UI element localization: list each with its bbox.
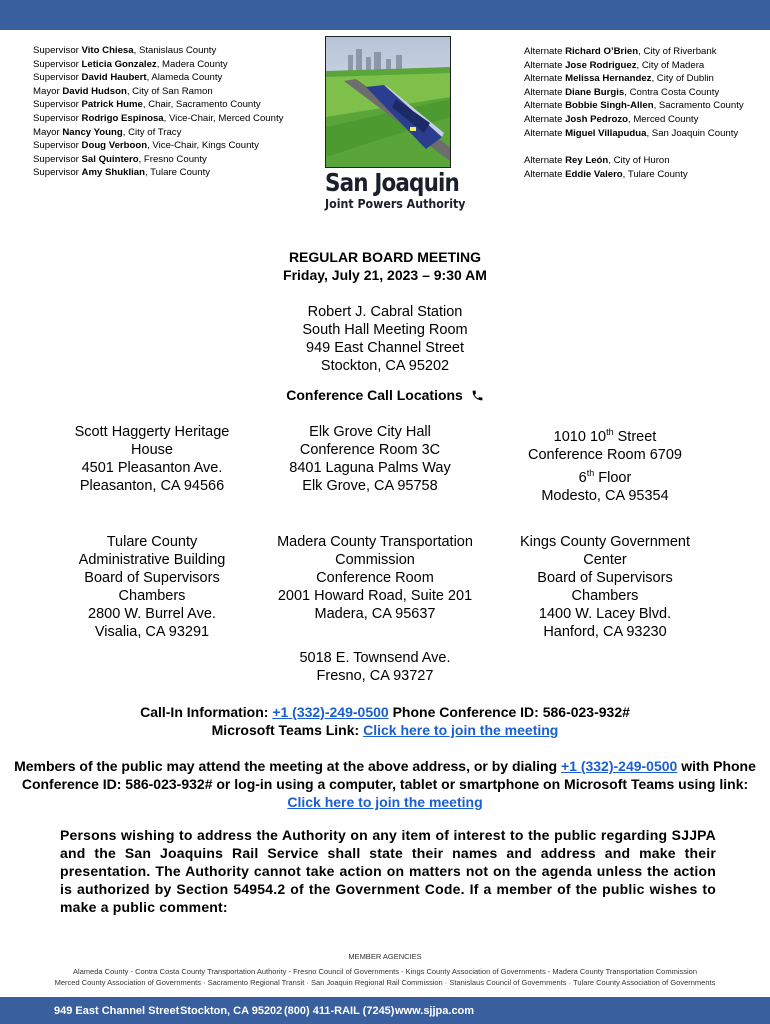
member-title: Mayor bbox=[33, 126, 60, 138]
member-name: Nancy Young bbox=[62, 126, 123, 138]
member-title: Mayor bbox=[33, 85, 60, 97]
location-tulare bbox=[42, 533, 262, 641]
footer-bar bbox=[0, 997, 770, 1024]
member-name: David Haubert bbox=[81, 72, 147, 84]
member-affiliation: , San Joaquin County bbox=[646, 127, 739, 139]
location-line: Tulare County bbox=[106, 534, 198, 550]
member-affiliation: , City of Riverbank bbox=[638, 46, 717, 57]
location-madera bbox=[260, 533, 490, 623]
agencies-line: Alameda County - Contra Costa County Transportation Authority - Fresno Council of Governments - Kings County Association of Governments - Madera County Transportation Commission bbox=[72, 967, 698, 976]
location-line: Visalia, CA 93291 bbox=[94, 624, 210, 640]
member-affiliation: , Sacramento County bbox=[653, 100, 744, 112]
footer-website[interactable]: www.sjjpa.com bbox=[395, 1005, 475, 1017]
member-title: Alternate bbox=[524, 100, 563, 112]
member-name: Josh Pedrozo bbox=[565, 113, 628, 125]
logo-subtitle: Joint Powers Authority bbox=[325, 197, 466, 211]
member-line bbox=[524, 113, 744, 127]
member-affiliation: , City of Huron bbox=[608, 155, 670, 167]
member-title: Supervisor bbox=[33, 112, 79, 124]
member-affiliation: , Merced County bbox=[627, 113, 699, 125]
member-title: Supervisor bbox=[33, 45, 79, 56]
member-title: Alternate bbox=[524, 59, 563, 71]
meeting-title: REGULAR BOARD MEETING bbox=[288, 249, 482, 265]
footer-phone: (800) 411-RAIL (7245) bbox=[284, 1005, 395, 1017]
meeting-header bbox=[0, 248, 770, 284]
public-text: with Phone Conference ID: 586-023-932# or log-in using a computer, tablet or smartphone on Microsoft Teams using link: bbox=[21, 758, 756, 792]
board-members-list bbox=[33, 44, 283, 180]
member-name: Sal Quintero bbox=[81, 153, 139, 165]
member-name: Amy Shuklian bbox=[81, 167, 145, 179]
location-line: 6th Floor bbox=[578, 467, 632, 486]
teams-label: Microsoft Teams Link bbox=[211, 722, 355, 738]
location-line: 1400 W. Lacey Blvd. bbox=[538, 606, 672, 622]
member-line bbox=[524, 45, 744, 59]
member-affiliation: , Alameda County bbox=[146, 72, 223, 84]
conference-heading bbox=[0, 387, 770, 405]
location-modesto bbox=[495, 423, 715, 505]
call-in-label: Call-In Information: bbox=[140, 704, 273, 720]
station-line: Stockton, CA 95202 bbox=[320, 358, 450, 374]
location-line: 4501 Pleasanton Ave. bbox=[81, 460, 223, 476]
location-line: Pleasanton, CA 94566 bbox=[79, 478, 225, 494]
location-line: Conference Room 3C bbox=[299, 442, 441, 458]
location-line: Conference Room 6709 bbox=[528, 446, 682, 463]
location-line: Chambers bbox=[571, 588, 639, 604]
member-affiliation: , Vice-Chair, Kings County bbox=[147, 140, 259, 152]
station-line: South Hall Meeting Room bbox=[302, 322, 468, 338]
member-line bbox=[33, 139, 283, 153]
top-banner bbox=[0, 0, 770, 30]
phone-icon bbox=[471, 389, 484, 405]
location-line: Chambers bbox=[118, 588, 186, 604]
train-logo-image bbox=[325, 36, 451, 168]
member-name: Bobbie Singh-Allen bbox=[565, 100, 654, 112]
location-line: Scott Haggerty Heritage bbox=[74, 424, 230, 440]
member-affiliation: , Vice-Chair, Merced County bbox=[163, 112, 284, 124]
location-line: 5018 E. Townsend Ave. bbox=[299, 650, 451, 666]
member-line bbox=[33, 71, 283, 85]
member-name: Rodrigo Espinosa bbox=[81, 112, 164, 124]
member-name: Richard O’Brien bbox=[565, 46, 639, 57]
member-affiliation: , City of Tracy bbox=[122, 126, 182, 138]
member-affiliation: , Madera County bbox=[156, 58, 228, 70]
location-line: Fresno, CA 93727 bbox=[316, 668, 434, 684]
member-title: Supervisor bbox=[33, 58, 79, 70]
location-pleasanton bbox=[42, 423, 262, 495]
member-name: Vito Chiesa bbox=[81, 45, 134, 56]
location-line: Madera, CA 95637 bbox=[314, 606, 436, 622]
member-name: Miguel Villapudua bbox=[565, 127, 647, 139]
station-line: 949 East Channel Street bbox=[306, 340, 464, 356]
location-line: Elk Grove City Hall bbox=[309, 424, 431, 440]
member-title: Alternate bbox=[524, 168, 563, 180]
location-line: 8401 Laguna Palms Way bbox=[289, 460, 451, 476]
meeting-location bbox=[0, 303, 770, 375]
call-in-phone-link[interactable]: +1 (332)-249-0500 bbox=[272, 704, 389, 720]
member-name: Leticia Gonzalez bbox=[81, 58, 157, 70]
footer-address: 949 East Channel Street bbox=[54, 1005, 180, 1017]
member-name: Eddie Valero bbox=[565, 168, 623, 180]
location-line: Administrative Building bbox=[78, 552, 226, 568]
call-in-info bbox=[0, 703, 770, 739]
teams-separator: : bbox=[354, 722, 364, 738]
location-line: Board of Supervisors bbox=[537, 570, 673, 586]
agencies-line: Merced County Association of Governments · Sacramento Regional Transit · San Joaquin Regional Rail Commission · Stanislaus Council of Governments · Tulare County Association of Governments bbox=[54, 978, 716, 987]
member-title: Supervisor bbox=[33, 153, 79, 165]
member-name: David Hudson bbox=[62, 85, 127, 97]
member-affiliation: , Tulare County bbox=[144, 167, 211, 179]
member-name: Melissa Hernandez bbox=[565, 73, 652, 85]
member-affiliation: , Tulare County bbox=[622, 168, 688, 180]
member-line bbox=[524, 168, 744, 182]
alternate-members-list bbox=[524, 45, 744, 181]
meeting-date: Friday, July 21, 2023 – 9:30 AM bbox=[283, 267, 487, 283]
member-line bbox=[524, 99, 744, 113]
member-name: Doug Verboon bbox=[81, 140, 148, 152]
footer-city: Stockton, CA 95202 bbox=[180, 1005, 283, 1017]
member-line bbox=[524, 127, 744, 141]
member-line bbox=[33, 98, 283, 112]
location-line: House bbox=[131, 442, 173, 458]
member-title: Supervisor bbox=[33, 72, 79, 84]
member-line bbox=[524, 59, 744, 73]
location-fresno bbox=[260, 649, 490, 685]
member-title: Supervisor bbox=[33, 140, 79, 152]
member-title: Alternate bbox=[524, 113, 563, 125]
location-line: Modesto, CA 95354 bbox=[541, 487, 669, 504]
location-line: Conference Room bbox=[316, 570, 434, 586]
member-affiliation: , Contra Costa County bbox=[624, 86, 720, 98]
location-elk-grove bbox=[260, 423, 480, 495]
location-line: Commission bbox=[335, 552, 415, 568]
location-line: Kings County Government bbox=[519, 534, 691, 550]
location-line: Board of Supervisors bbox=[84, 570, 220, 586]
public-text: Members of the public may attend the meeting at the above address, or by dialing bbox=[14, 758, 561, 774]
member-name: Rey León bbox=[565, 155, 609, 167]
member-line bbox=[33, 166, 283, 180]
location-line: Hanford, CA 93230 bbox=[543, 624, 667, 640]
member-affiliation: , Chair, Sacramento County bbox=[142, 99, 261, 111]
member-line bbox=[33, 153, 283, 167]
member-agencies-list bbox=[0, 966, 770, 988]
conference-heading-text: Conference Call Locations bbox=[286, 387, 463, 403]
public-teams-link[interactable]: Click here to join the meeting bbox=[287, 794, 483, 810]
location-line: 2001 Howard Road, Suite 201 bbox=[277, 588, 473, 604]
member-affiliation: , City of Madera bbox=[636, 59, 705, 71]
location-kings bbox=[495, 533, 715, 641]
location-line: 2800 W. Burrel Ave. bbox=[88, 606, 216, 622]
member-line bbox=[524, 72, 744, 86]
member-affiliation: , City of San Ramon bbox=[126, 85, 213, 97]
public-phone-link[interactable]: +1 (332)-249-0500 bbox=[560, 758, 678, 774]
member-line bbox=[33, 112, 283, 126]
public-comment-notice: Persons wishing to address the Authority on any item of interest to the public regarding SJJPA and the San Joaquins Rail Service shall state their names and address and make their presentation. The Authority cannot take action on matters not on the agenda unless the action is authorized by Section 54954.2 of the Government Code. If a member of the public wishes to make a public comment: bbox=[60, 827, 716, 915]
location-line: Elk Grove, CA 95758 bbox=[302, 478, 438, 494]
public-attendance-notice bbox=[10, 757, 760, 811]
member-agencies-title: MEMBER AGENCIES bbox=[348, 952, 422, 961]
member-affiliation: , Stanislaus County bbox=[133, 45, 217, 56]
member-line bbox=[524, 154, 744, 168]
member-title: Alternate bbox=[524, 86, 563, 98]
member-line bbox=[33, 44, 283, 58]
member-title: Alternate bbox=[524, 73, 563, 85]
member-title: Alternate bbox=[524, 155, 563, 167]
station-line: Robert J. Cabral Station bbox=[307, 304, 463, 320]
member-title: Alternate bbox=[524, 127, 563, 139]
teams-join-link[interactable]: Click here to join the meeting bbox=[363, 722, 559, 738]
member-title: Alternate bbox=[524, 46, 563, 57]
member-line bbox=[33, 126, 283, 140]
member-title: Supervisor bbox=[33, 99, 79, 111]
member-name: Jose Rodriguez bbox=[565, 59, 637, 71]
member-affiliation: , Fresno County bbox=[138, 153, 207, 165]
member-line bbox=[524, 86, 744, 100]
location-line: Center bbox=[583, 552, 627, 568]
member-title: Supervisor bbox=[33, 167, 79, 179]
member-affiliation: , City of Dublin bbox=[651, 73, 714, 85]
logo-title: San Joaquin bbox=[325, 168, 459, 197]
conference-id: Phone Conference ID: 586-023-932# bbox=[388, 704, 630, 720]
member-name: Diane Burgis bbox=[565, 86, 625, 98]
member-line bbox=[33, 85, 283, 99]
location-line: Madera County Transportation bbox=[277, 534, 473, 550]
member-name: Patrick Hume bbox=[81, 99, 143, 111]
member-line bbox=[33, 58, 283, 72]
location-line: 1010 10th Street bbox=[553, 427, 657, 445]
